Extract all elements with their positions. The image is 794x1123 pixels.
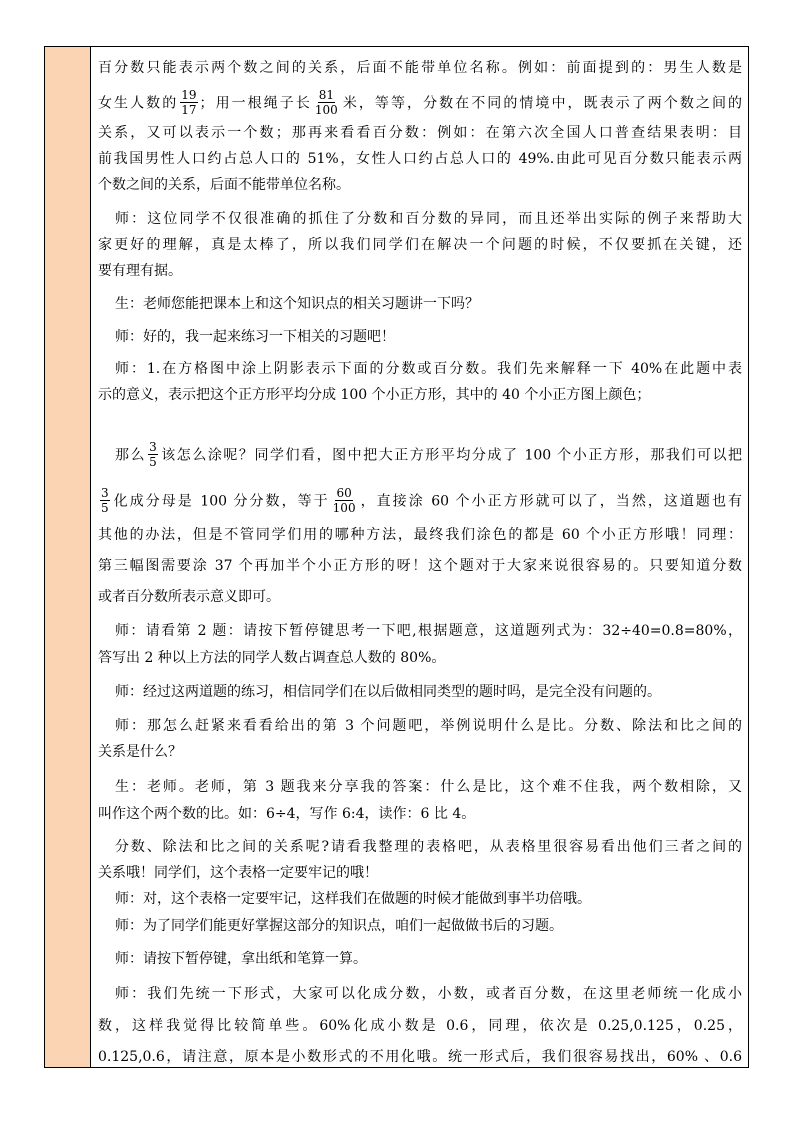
text-line: 数，这样我觉得比较简单些。60%化成小数是 0.6，同理，依次是 0.25,0.125，0.25， <box>98 1018 742 1034</box>
fraction-denominator: 100 <box>332 501 356 515</box>
content-cell <box>91 47 748 1067</box>
text-line: 师：这位同学不仅很准确的抓住了分数和百分数的异同，而且还举出实际的例子来帮助大 <box>115 211 742 227</box>
text-line: 师：经过这两道题的练习，相信同学们在以后做相同类型的题时吗，是完全没有问题的。 <box>115 684 661 700</box>
text-segment: ，直接涂 60 个小正方形就可以了，当然，这道题也有 <box>358 493 742 510</box>
fraction <box>100 486 110 515</box>
text-line: 家更好的理解，真是太棒了，所以我们同学们在解决一个问题的时候，不仅要抓在关键，还 <box>98 237 742 253</box>
text-line: 师：那怎么赶紧来看看给出的第 3 个问题吧，举例说明什么是比。分数、除法和比之间的 <box>115 718 742 734</box>
fraction-numerator: 60 <box>336 486 352 500</box>
text-line: 0.125,0.6，请注意，原本是小数形式的不用化哦。统一形式后，我们很容易找出，60% 、0.6 <box>98 1049 742 1065</box>
fraction <box>314 88 339 117</box>
text-line: 前我国男性人口约占总人口的 51%，女性人口约占总人口的 49%.由此可见百分数只能表示两 <box>98 151 742 167</box>
text-line: 关系，又可以表示一个数；那再来看看百分数：例如：在第六次全国人口普查结果表明：目 <box>98 125 742 141</box>
text-segment: 米，等等，分数在不同的情境中，既表示了两个数之间的 <box>340 95 743 112</box>
text-line: 答写出 2 种以上方法的同学人数占调查总人数的 80%。 <box>98 650 446 666</box>
text-line: 师：为了同学们能更好掌握这部分的知识点，咱们一起做做书后的习题。 <box>115 918 563 934</box>
text-line: 百分数只能表示两个数之间的关系，后面不能带单位名称。例如：前面提到的：男生人数是 <box>98 60 742 76</box>
text-line: 生：老师。老师，第 3 题我来分享我的答案：什么是比，这个难不住我，两个数相除，又 <box>115 779 742 795</box>
text-line: 师：1.在方格图中涂上阴影表示下面的分数或百分数。我们先来解释一下 40%在此题中表 <box>115 361 742 377</box>
fraction <box>332 486 357 515</box>
fraction-line <box>115 441 742 470</box>
fraction-line <box>98 487 742 516</box>
text-line: 个数之间的关系，后面不能带单位名称。 <box>98 177 350 193</box>
text-line: 分数、除法和比之间的关系呢?请看我整理的表格吧，从表格里很容易看出他们三者之间的 <box>115 839 742 855</box>
fraction <box>148 440 158 469</box>
fraction-numerator: 3 <box>101 486 109 500</box>
text-line: 师：我们先统一下形式，大家可以化成分数，小数，或者百分数，在这里老师统一化成小 <box>115 986 742 1002</box>
text-line: 叫作这个两个数的比。如：6÷4，写作 6:4，读作：6 比 4。 <box>98 806 476 822</box>
fraction-numerator: 81 <box>318 88 334 102</box>
text-line: 其他的办法，但是不管同学们用的哪种方法，最终我们涂色的都是 60 个小正方形哦！同理： <box>98 527 742 543</box>
fraction-denominator: 5 <box>101 501 109 515</box>
text-segment: 该怎么涂呢？同学们看，图中把大正方形平均分成了 100 个小正方形，那我们可以把 <box>159 447 743 464</box>
text-line: 师：对，这个表格一定要牢记，这样我们在做题的时候才能做到事半功倍哦。 <box>115 891 591 907</box>
text-line: 关系哦！同学们，这个表格一定要牢记的哦！ <box>98 865 378 881</box>
text-line: 关系是什么？ <box>98 744 182 760</box>
text-line: 师：好的，我一起来练习一下相关的习题吧！ <box>115 329 395 345</box>
fraction-numerator: 3 <box>149 440 157 454</box>
fraction-line <box>98 89 742 118</box>
fraction-denominator: 17 <box>181 103 197 117</box>
text-line: 要有理有据。 <box>98 263 182 279</box>
text-line: 师：请按下暂停键，拿出纸和笔算一算。 <box>115 951 367 967</box>
text-line: 第三幅图需要涂 37 个再加半个小正方形的呀！这个题对于大家来说很容易的。只要知道分数 <box>98 558 742 574</box>
text-segment: 化成分母是 100 分分数，等于 <box>111 493 330 510</box>
text-segment: 那么 <box>115 447 147 464</box>
content-table <box>44 46 749 1068</box>
text-segment: 女生人数的 <box>98 95 179 112</box>
fraction <box>180 88 197 117</box>
text-segment: ；用一根绳子长 <box>199 95 312 112</box>
side-column <box>45 47 91 1067</box>
text-line: 示的意义，表示把这个正方形平均分成 100 个小正方形，其中的 40 个小正方图上颜色； <box>98 387 651 403</box>
text-line: 或者百分数所表示意义即可。 <box>98 589 280 605</box>
text-line: 生：老师您能把课本上和这个知识点的相关习题讲一下吗？ <box>115 296 479 312</box>
fraction-numerator: 19 <box>181 88 197 102</box>
fraction-denominator: 100 <box>314 103 338 117</box>
text-line: 师：请看第 2 题：请按下暂停键思考一下吧,根据题意，这道题列式为：32÷40=0.8=80%， <box>115 623 742 639</box>
fraction-denominator: 5 <box>149 455 157 469</box>
